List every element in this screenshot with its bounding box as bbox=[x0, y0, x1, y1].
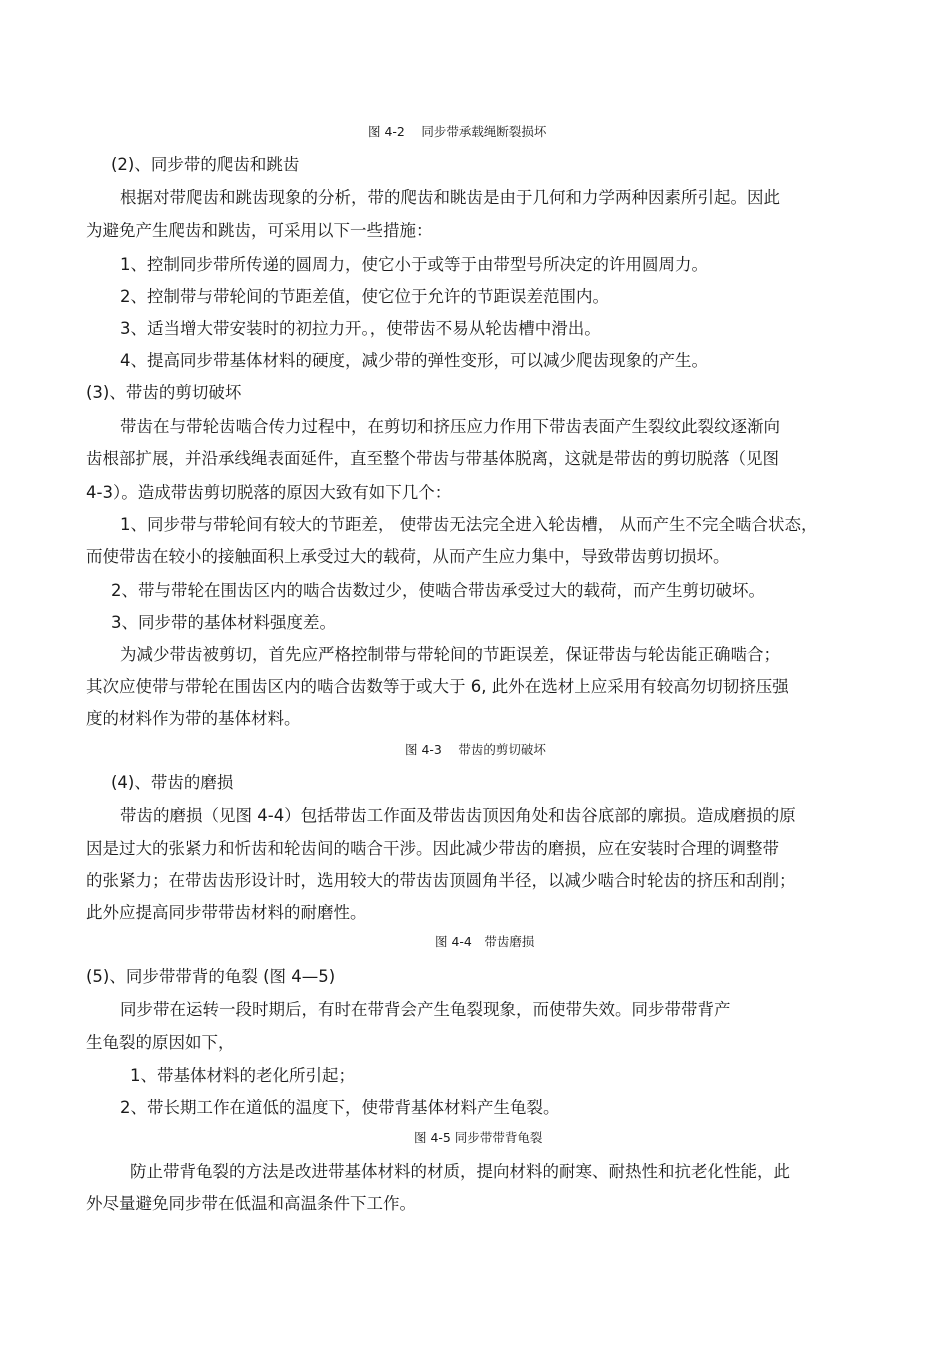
list-item: 3、同步带的基体材料强度差。 bbox=[111, 613, 336, 632]
section-heading-4: (4)、带齿的磨损 bbox=[111, 773, 234, 792]
figure-caption-4-2: 图 4-2 同步带承载绳断裂损坏 bbox=[368, 124, 547, 139]
list-item: 2、带与带轮在围齿区内的啮合齿数过少，使啮合带齿承受过大的载荷，而产生剪切破坏。 bbox=[111, 581, 765, 600]
paragraph-line: 的张紧力；在带齿齿形设计时，选用较大的带齿齿顶圆角半径，以减少啮合时轮齿的挤压和刮削； bbox=[86, 871, 796, 890]
paragraph-line: 其次应使带与带轮在围齿区内的啮合齿数等于或大于 6, 此外在选材上应采用有较高勿切韧挤压强 bbox=[86, 677, 789, 696]
section-heading-3: (3)、带齿的剪切破坏 bbox=[86, 383, 242, 402]
paragraph-line: 度的材料作为带的基体材料。 bbox=[86, 709, 301, 728]
list-item: 1、带基体材料的老化所引起； bbox=[130, 1066, 355, 1085]
paragraph-line: 生龟裂的原因如下， bbox=[86, 1033, 235, 1052]
paragraph-line: 齿根部扩展，并沿承线绳表面延件，直至整个带齿与带基体脱离，这就是带齿的剪切脱落（见图 bbox=[86, 449, 779, 468]
paragraph-line: 而使带齿在较小的接触面积上承受过大的载荷，从而产生应力集中，导致带齿剪切损坏。 bbox=[86, 547, 730, 566]
figure-caption-4-3: 图 4-3 带齿的剪切破坏 bbox=[405, 742, 546, 757]
list-item: 1、控制同步带所传递的圆周力，使它小于或等于由带型号所决定的许用圆周力。 bbox=[120, 255, 708, 274]
paragraph-line: 为减少带齿被剪切，首先应严格控制带与带轮间的节距误差，保证带齿与轮齿能正确啮合； bbox=[120, 645, 780, 664]
paragraph-line: 带齿在与带轮齿啮合传力过程中，在剪切和挤压应力作用下带齿表面产生裂纹此裂纹逐渐向 bbox=[120, 417, 780, 436]
section-heading-2: (2)、同步带的爬齿和跳齿 bbox=[111, 155, 300, 174]
paragraph-line: 根据对带爬齿和跳齿现象的分析，带的爬齿和眺齿是由于几何和力学两种因素所引起。因此 bbox=[120, 188, 780, 207]
list-item: 4、提高同步带基体材料的硬度，减少带的弹性变形，可以减少爬齿现象的产生。 bbox=[120, 351, 708, 370]
figure-caption-4-5: 图 4-5 同步带带背龟裂 bbox=[414, 1130, 543, 1145]
list-item: 1、同步带与带轮间有较大的节距差， 使带齿无法完全进入轮齿槽， 从而产生不完全啮合状态， bbox=[120, 515, 818, 534]
list-item: 3、适当增大带安装时的初拉力开。，使带齿不易从轮齿槽中滑出。 bbox=[120, 319, 601, 338]
paragraph-line: 4-3）。造成带齿剪切脱落的原因大致有如下几个： bbox=[86, 483, 452, 502]
list-item: 2、控制带与带轮间的节距差值，使它位于允许的节距误差范围内。 bbox=[120, 287, 609, 306]
paragraph-line: 为避免产生爬齿和跳齿，可采用以下一些措施： bbox=[86, 221, 433, 240]
section-heading-5: (5)、同步带带背的龟裂 (图 4—5) bbox=[86, 967, 336, 986]
figure-caption-4-4: 图 4-4 带齿磨损 bbox=[435, 934, 535, 949]
paragraph-line: 带齿的磨损（见图 4-4）包括带齿工作面及带齿齿顶因角处和齿谷底部的廓损。造成磨损的原 bbox=[120, 806, 796, 825]
paragraph-line: 此外应提高同步带带齿材料的耐磨性。 bbox=[86, 903, 367, 922]
paragraph-line: 同步带在运转一段时期后，有时在带背会产生龟裂现象，而使带失效。同步带带背产 bbox=[120, 1000, 731, 1019]
paragraph-line: 因是过大的张紧力和忻齿和轮齿间的啮合干涉。因此减少带齿的磨损，应在安装时合理的调整带 bbox=[86, 839, 779, 858]
paragraph-line: 防止带背龟裂的方法是改进带基体材料的材质，提向材料的耐寒、耐热性和抗老化性能，此 bbox=[130, 1162, 790, 1181]
list-item: 2、带长期工作在道低的温度下，使带背基体材料产生龟裂。 bbox=[120, 1098, 560, 1117]
paragraph-line: 外尽量避免同步带在低温和高温条件下工作。 bbox=[86, 1194, 416, 1213]
